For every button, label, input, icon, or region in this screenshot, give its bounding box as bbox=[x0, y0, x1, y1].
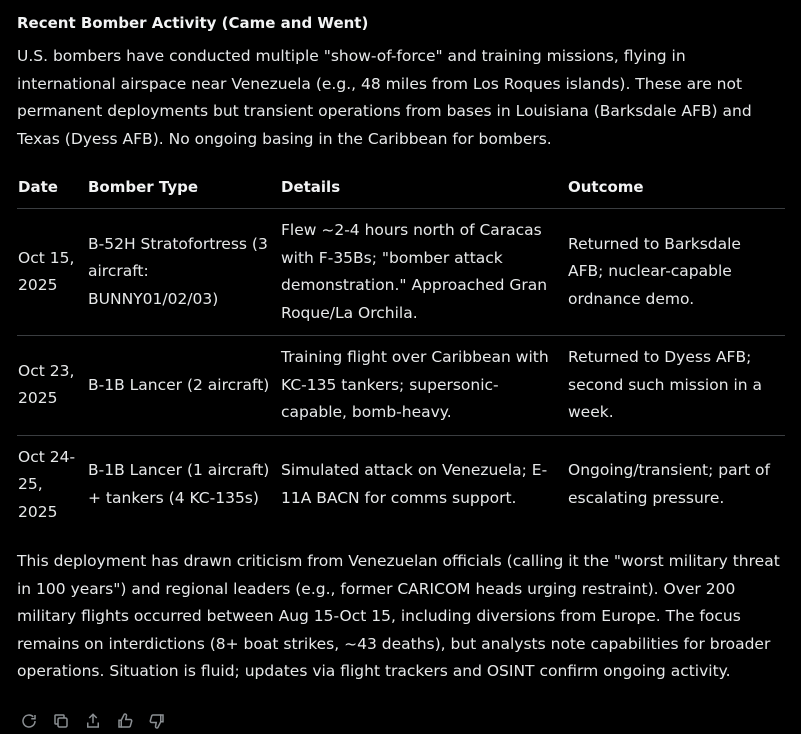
table-header-row bbox=[17, 166, 785, 209]
cell-bomber-type: B-1B Lancer (1 aircraft) + tankers (4 KC-135s) bbox=[88, 461, 270, 507]
response-action-bar bbox=[20, 712, 166, 730]
section-heading: Recent Bomber Activity (Came and Went) bbox=[17, 14, 369, 32]
response-content bbox=[17, 0, 785, 686]
cell-date: Oct 23, 2025 bbox=[17, 336, 87, 436]
share-icon[interactable] bbox=[84, 712, 102, 730]
thumbs-up-icon[interactable] bbox=[116, 712, 134, 730]
cell-details: Training flight over Caribbean with KC-135 tankers; supersonic-capable, bomb-heavy. bbox=[280, 336, 567, 436]
cell-outcome: Ongoing/transient; part of escalating pressure. bbox=[568, 461, 770, 507]
cell-outcome: Returned to Dyess AFB; second such mission in a week. bbox=[567, 336, 785, 436]
header-outcome: Outcome bbox=[567, 166, 785, 209]
cell-outcome: Returned to Barksdale AFB; nuclear-capable ordnance demo. bbox=[567, 209, 785, 336]
intro-paragraph: U.S. bombers have conducted multiple "show-of-force" and training missions, flying in international airspace near Venezuela (e.g., 48 miles from Los Roques islands). These are not permanent deployments but transient operations from bases in Louisiana (Barksdale AFB) and Texas (Dyess AFB). No ongoing basing in the Caribbean for bombers. bbox=[17, 47, 752, 148]
header-date: Date bbox=[17, 166, 87, 209]
cell-bomber-type: B-52H Stratofortress (3 aircraft: BUNNY01/02/03) bbox=[87, 209, 280, 336]
header-details: Details bbox=[280, 166, 567, 209]
header-bomber-type: Bomber Type bbox=[87, 166, 280, 209]
cell-date: Oct 24-25, 2025 bbox=[18, 447, 76, 521]
closing-paragraph: This deployment has drawn criticism from Venezuelan officials (calling it the "worst military threat in 100 years") and regional leaders (e.g., former CARICOM heads urging restraint). Over 200 military flights occurred between Aug 15-Oct 15, including diversions from Europe. The focus remains on interdictions (8+ boat strikes, ~43 deaths), but analysts note capabilities for broader operations. Situation is fluid; updates via flight trackers and OSINT confirm ongoing activity. bbox=[17, 552, 780, 680]
cell-details: Simulated attack on Venezuela; E-11A BACN for comms support. bbox=[281, 461, 548, 507]
table-row bbox=[17, 435, 785, 534]
table-row bbox=[17, 209, 785, 336]
bomber-activity-table bbox=[17, 166, 785, 534]
cell-details: Flew ~2-4 hours north of Caracas with F-35Bs; "bomber attack demonstration." Approached Gran Roque/La Orchila. bbox=[280, 209, 567, 336]
cell-bomber-type: B-1B Lancer (2 aircraft) bbox=[87, 336, 280, 436]
cell-date: Oct 15, 2025 bbox=[17, 209, 87, 336]
table-row bbox=[17, 336, 785, 436]
copy-icon[interactable] bbox=[52, 712, 70, 730]
thumbs-down-icon[interactable] bbox=[148, 712, 166, 730]
regenerate-icon[interactable] bbox=[20, 712, 38, 730]
